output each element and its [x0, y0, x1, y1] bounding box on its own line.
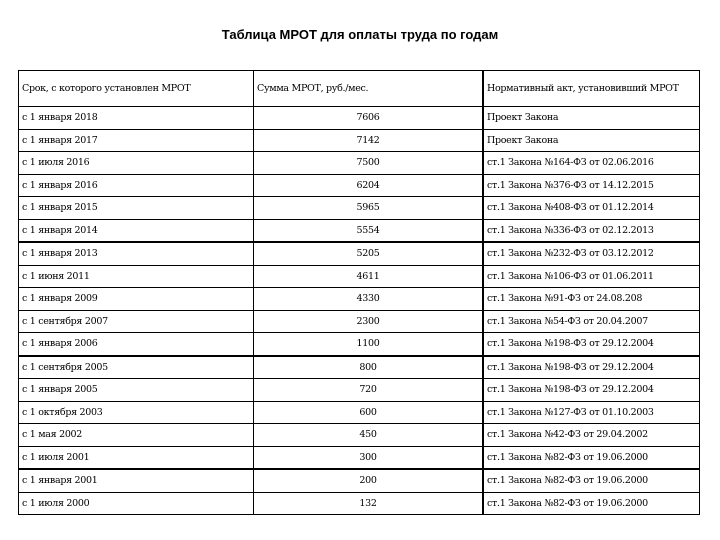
- date-cell: с 1 января 2001: [19, 469, 254, 492]
- date-cell: с 1 января 2006: [19, 333, 254, 356]
- act-cell: ст.1 Закона №82-ФЗ от 19.06.2000: [483, 492, 700, 515]
- date-cell: с 1 января 2017: [19, 129, 254, 152]
- act-cell: ст.1 Закона №82-ФЗ от 19.06.2000: [483, 469, 700, 492]
- amount-cell: 4330: [254, 288, 484, 311]
- act-cell: ст.1 Закона №408-ФЗ от 01.12.2014: [483, 197, 700, 220]
- act-cell: Проект Закона: [483, 129, 700, 152]
- amount-cell: 1100: [254, 333, 484, 356]
- act-cell: ст.1 Закона №198-ФЗ от 29.12.2004: [483, 356, 700, 379]
- table-row: [19, 197, 700, 220]
- date-cell: с 1 января 2005: [19, 379, 254, 402]
- act-cell: ст.1 Закона №91-ФЗ от 24.08.208: [483, 288, 700, 311]
- page-title: Таблица МРОТ для оплаты труда по годам: [221, 27, 499, 42]
- table-row: [19, 424, 700, 447]
- amount-cell: 5554: [254, 219, 484, 242]
- act-cell: ст.1 Закона №127-ФЗ от 01.10.2003: [483, 401, 700, 424]
- table-row: [19, 469, 700, 492]
- table-row: [19, 129, 700, 152]
- date-cell: с 1 июля 2016: [19, 152, 254, 175]
- amount-cell: 132: [254, 492, 484, 515]
- act-cell: ст.1 Закона №106-ФЗ от 01.06.2011: [483, 265, 700, 288]
- date-cell: с 1 мая 2002: [19, 424, 254, 447]
- date-cell: с 1 января 2016: [19, 174, 254, 197]
- table-row: [19, 242, 700, 265]
- table-row: [19, 379, 700, 402]
- amount-cell: 5965: [254, 197, 484, 220]
- table-row: [19, 401, 700, 424]
- date-cell: с 1 июня 2011: [19, 265, 254, 288]
- act-cell: ст.1 Закона №82-ФЗ от 19.06.2000: [483, 446, 700, 469]
- date-cell: с 1 сентября 2007: [19, 310, 254, 333]
- act-cell: ст.1 Закона №198-ФЗ от 29.12.2004: [483, 379, 700, 402]
- date-cell: с 1 января 2015: [19, 197, 254, 220]
- date-cell: с 1 сентября 2005: [19, 356, 254, 379]
- date-cell: с 1 января 2018: [19, 107, 254, 130]
- header-cell: Срок, с которого установлен МРОТ: [19, 71, 254, 107]
- act-cell: ст.1 Закона №198-ФЗ от 29.12.2004: [483, 333, 700, 356]
- date-cell: с 1 января 2009: [19, 288, 254, 311]
- table-row: [19, 446, 700, 469]
- table-row: [19, 310, 700, 333]
- table-row: [19, 356, 700, 379]
- table-row: [19, 333, 700, 356]
- amount-cell: 5205: [254, 242, 484, 265]
- date-cell: с 1 января 2013: [19, 242, 254, 265]
- act-cell: Проект Закона: [483, 107, 700, 130]
- amount-cell: 600: [254, 401, 484, 424]
- table-header-row: [19, 71, 700, 107]
- date-cell: с 1 октября 2003: [19, 401, 254, 424]
- amount-cell: 7606: [254, 107, 484, 130]
- amount-cell: 720: [254, 379, 484, 402]
- date-cell: с 1 июля 2001: [19, 446, 254, 469]
- amount-cell: 7142: [254, 129, 484, 152]
- amount-cell: 4611: [254, 265, 484, 288]
- amount-cell: 800: [254, 356, 484, 379]
- date-cell: с 1 января 2014: [19, 219, 254, 242]
- table-row: [19, 219, 700, 242]
- act-cell: ст.1 Закона №42-ФЗ от 29.04.2002: [483, 424, 700, 447]
- act-cell: ст.1 Закона №164-ФЗ от 02.06.2016: [483, 152, 700, 175]
- amount-cell: 7500: [254, 152, 484, 175]
- act-cell: ст.1 Закона №336-ФЗ от 02.12.2013: [483, 219, 700, 242]
- header-cell: Сумма МРОТ, руб./мес.: [254, 71, 484, 107]
- date-cell: с 1 июля 2000: [19, 492, 254, 515]
- mrot-table: [18, 70, 700, 515]
- amount-cell: 200: [254, 469, 484, 492]
- table-row: [19, 265, 700, 288]
- amount-cell: 450: [254, 424, 484, 447]
- table-row: [19, 107, 700, 130]
- amount-cell: 6204: [254, 174, 484, 197]
- act-cell: ст.1 Закона №376-ФЗ от 14.12.2015: [483, 174, 700, 197]
- table-row: [19, 288, 700, 311]
- table-row: [19, 152, 700, 175]
- amount-cell: 2300: [254, 310, 484, 333]
- act-cell: ст.1 Закона №232-ФЗ от 03.12.2012: [483, 242, 700, 265]
- table-row: [19, 174, 700, 197]
- act-cell: ст.1 Закона №54-ФЗ от 20.04.2007: [483, 310, 700, 333]
- table-row: [19, 492, 700, 515]
- header-cell: Нормативный акт, установивший МРОТ: [483, 71, 700, 107]
- amount-cell: 300: [254, 446, 484, 469]
